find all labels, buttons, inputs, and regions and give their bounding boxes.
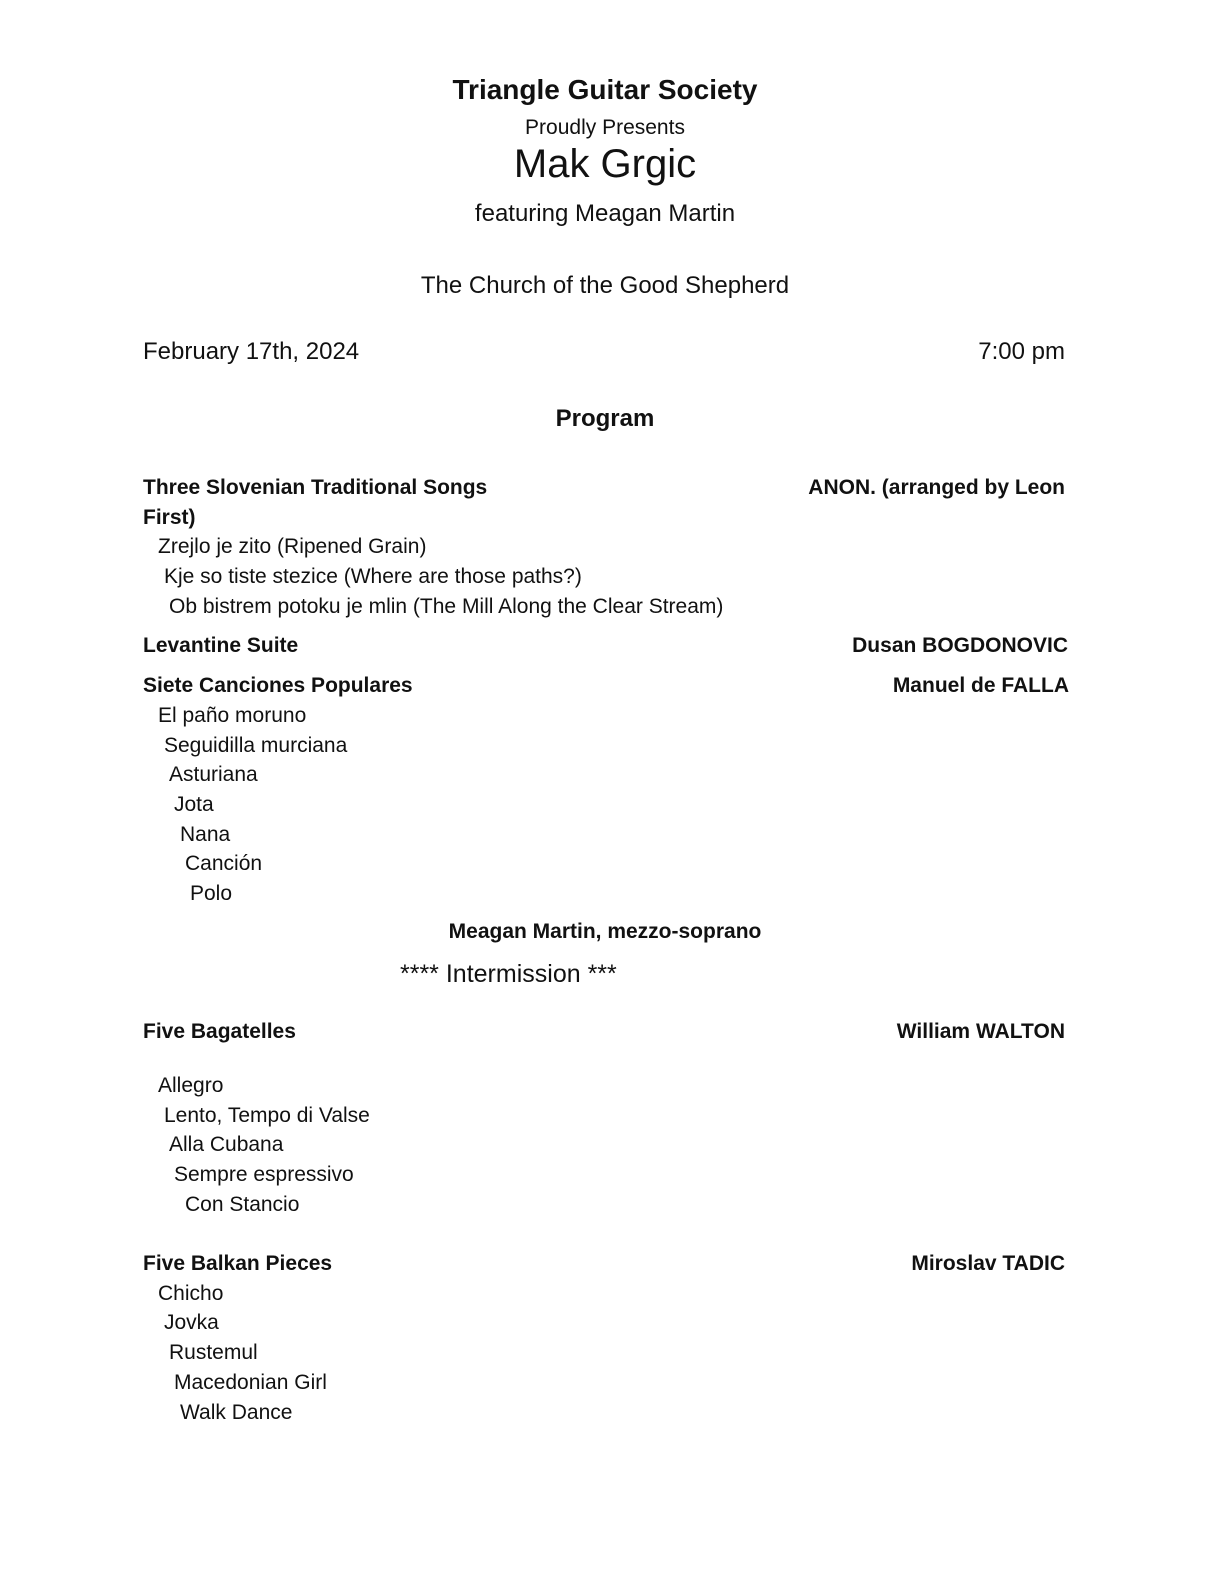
artist-name: Mak Grgic [513, 142, 697, 186]
movement-item: Ob bistrem potoku je mlin (The Mill Along the Clear Stream) [169, 595, 724, 618]
movement-item: Macedonian Girl [174, 1371, 327, 1394]
movement-item: Polo [190, 882, 233, 905]
movement-item: El paño moruno [158, 704, 307, 727]
movement-item: Nana [180, 823, 231, 846]
intermission-marker: **** Intermission *** [400, 960, 617, 988]
movement-item: Con Stancio [185, 1193, 300, 1216]
work-composer: Dusan BOGDONOVIC [852, 634, 1068, 657]
movement-item: Jovka [164, 1311, 219, 1334]
work-title: Siete Canciones Populares [143, 674, 413, 697]
presents-line: Proudly Presents [525, 116, 685, 139]
venue-name: The Church of the Good Shepherd [420, 272, 790, 299]
movement-item: Sempre espressivo [174, 1163, 354, 1186]
movement-item: Lento, Tempo di Valse [164, 1104, 370, 1127]
movement-item: Rustemul [169, 1341, 258, 1364]
movement-item: Seguidilla murciana [164, 734, 348, 757]
featuring-line: featuring Meagan Martin [474, 200, 736, 227]
movement-item: Asturiana [169, 763, 258, 786]
work-composer: Manuel de FALLA [892, 674, 1069, 697]
work-title: Levantine Suite [143, 634, 299, 657]
movement-item: Kje so tiste stezice (Where are those paths?) [164, 565, 582, 588]
work-composer: Miroslav TADIC [911, 1252, 1065, 1275]
work-composer: William WALTON [896, 1020, 1065, 1043]
movement-item: Allegro [158, 1074, 224, 1097]
movement-item: Zrejlo je zito (Ripened Grain) [158, 535, 427, 558]
movement-item: Chicho [158, 1282, 224, 1305]
work-title-continuation: First) [143, 506, 196, 529]
performer-credit: Meagan Martin, mezzo-soprano [448, 920, 762, 943]
organization-name: Triangle Guitar Society [452, 74, 758, 105]
movement-item: Alla Cubana [169, 1133, 284, 1156]
concert-time: 7:00 pm [978, 338, 1065, 365]
concert-date: February 17th, 2024 [143, 338, 360, 365]
work-composer: ANON. (arranged by Leon [808, 476, 1065, 499]
movement-item: Walk Dance [180, 1401, 293, 1424]
work-title: Three Slovenian Traditional Songs [143, 476, 488, 499]
work-title: Five Bagatelles [143, 1020, 296, 1043]
work-title: Five Balkan Pieces [143, 1252, 333, 1275]
program-heading: Program [555, 405, 655, 432]
movement-item: Canción [185, 852, 263, 875]
movement-item: Jota [174, 793, 214, 816]
